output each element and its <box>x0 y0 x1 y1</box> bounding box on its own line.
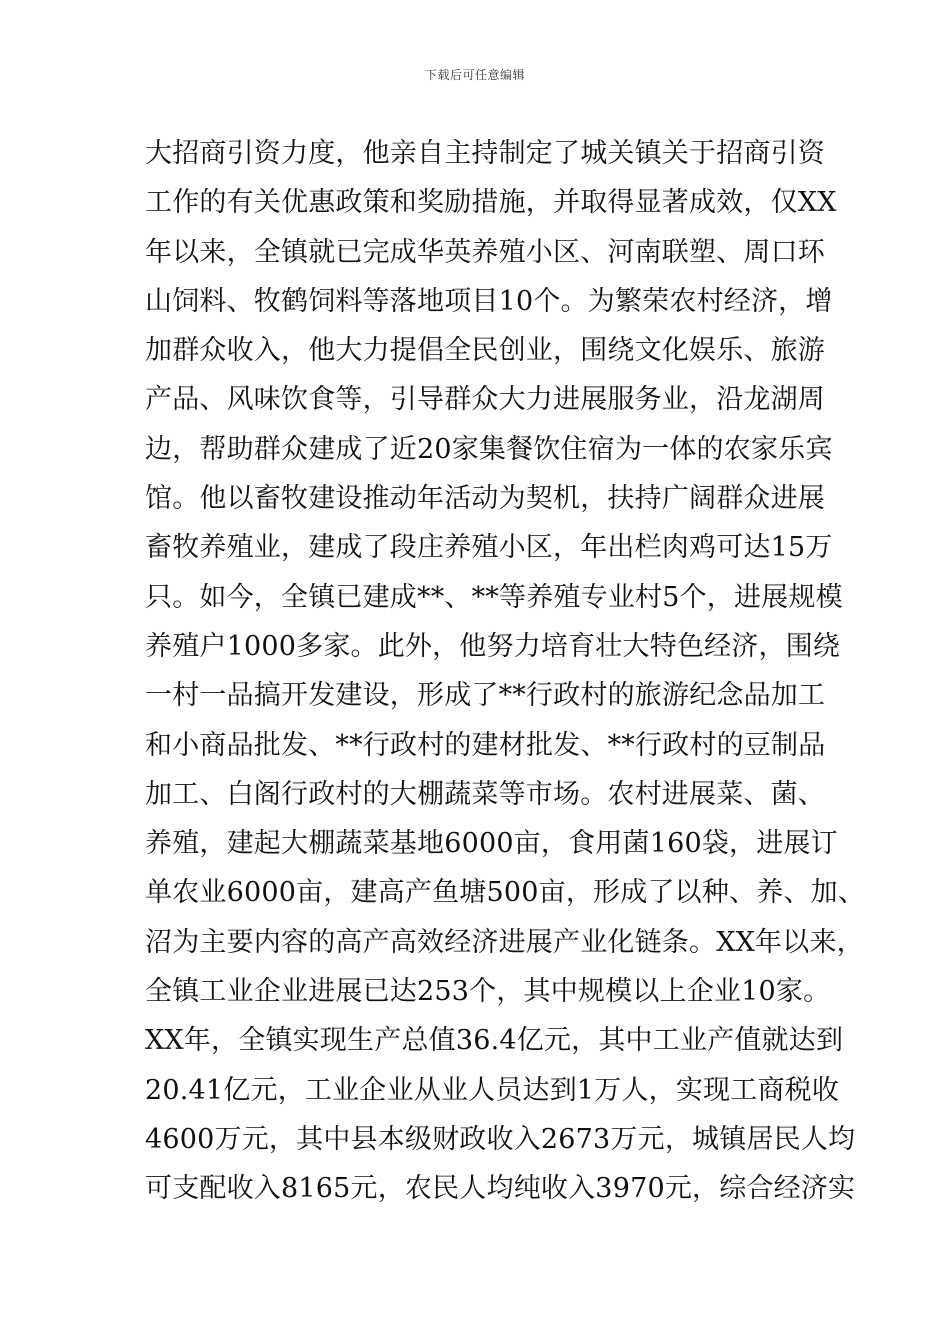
text-line: 20.41亿元，工业企业从业人员达到1万人，实现工商税收 <box>145 1074 840 1106</box>
text-line: 单农业6000亩，建高产鱼塘500亩，形成了以种、养、加、 <box>145 877 866 909</box>
body-text <box>145 129 866 1214</box>
text-line: 产品、风味饮食等，引导群众大力进展服务业，沿龙湖周 <box>145 384 825 416</box>
text-line: 只。如今，全镇已建成**、**等养殖专业村5个，进展规模 <box>145 581 843 613</box>
text-line: 一村一品搞开发建设，形成了**行政村的旅游纪念品加工 <box>145 680 826 712</box>
text-line: 和小商品批发、**行政村的建材批发、**行政村的豆制品 <box>145 729 826 761</box>
text-line: 沼为主要内容的高产高效经济进展产业化链条。XX年以来， <box>145 926 864 958</box>
text-line: 全镇工业企业进展已达253个，其中规模以上企业10家。 <box>145 976 831 1008</box>
text-line: 畜牧养殖业，建成了段庄养殖小区，年出栏肉鸡可达15万 <box>145 532 833 564</box>
text-line: 养殖，建起大棚蔬菜基地6000亩，食用菌160袋，进展订 <box>145 828 838 860</box>
text-line: XX年，全镇实现生产总值36.4亿元，其中工业产值就达到 <box>145 1025 844 1057</box>
text-line: 大招商引资力度，他亲自主持制定了城关镇关于招商引资 <box>145 138 825 169</box>
text-line: 加群众收入，他大力提倡全民创业，围绕文化娱乐、旅游 <box>145 335 825 367</box>
text-line: 山饲料、牧鹤饲料等落地项目10个。为繁荣农村经济，增 <box>145 285 833 317</box>
text-line: 年以来，全镇就已完成华英养殖小区、河南联塑、周口环 <box>145 236 825 268</box>
text-line: 馆。他以畜牧建设推动年活动为契机，扶持广阔群众进展 <box>145 483 825 515</box>
text-line: 养殖户1000多家。此外，他努力培育壮大特色经济，围绕 <box>145 630 841 662</box>
text-line: 加工、白阁行政村的大棚蔬菜等市场。农村进展菜、菌、 <box>145 778 825 810</box>
page-header: 下载后可任意编辑 <box>424 68 525 82</box>
text-line: 4600万元，其中县本级财政收入2673万元，城镇居民人均 <box>145 1123 856 1155</box>
text-line: 可支配收入8165元，农民人均纯收入3970元，综合经济实 <box>145 1173 856 1205</box>
text-line: 边，帮助群众建成了近20家集餐饮住宿为一体的农家乐宾 <box>145 433 833 465</box>
text-line: 工作的有关优惠政策和奖励措施，并取得显著成效，仅XX <box>145 187 837 219</box>
